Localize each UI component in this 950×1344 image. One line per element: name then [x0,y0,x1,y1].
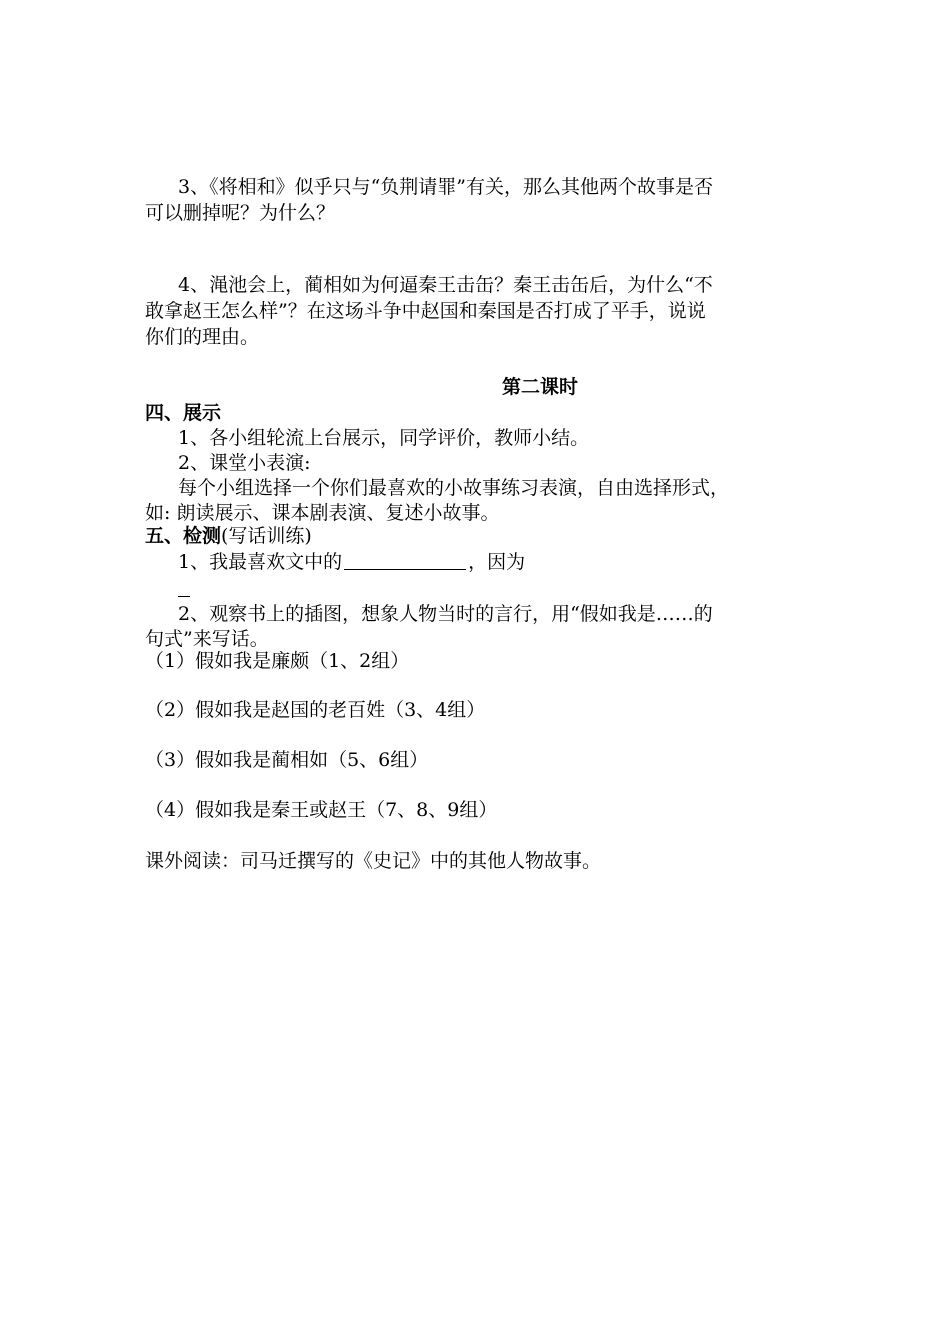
question-4-line-2: 敢拿赵王怎么样”？在这场斗争中赵国和秦国是否打成了平手，说说 [145,300,706,322]
question-4-line-3: 你们的理由。 [145,326,260,348]
section-5-item-2-line-2: 句式”来写话。 [145,628,269,650]
section-4-item-1: 1、各小组轮流上台展示，同学评价，教师小结。 [178,427,590,449]
sub-item-2: （2）假如我是赵国的老百姓（3、4组） [145,699,486,721]
section-5-heading-note: (写话训练) [221,525,312,547]
extra-reading: 课外阅读：司马迁撰写的《史记》中的其他人物故事。 [145,850,602,872]
section-5-item-1-suffix: ，因为 [468,551,526,573]
section-5-item-1 [178,549,525,575]
section-4-item-2-line-1: 每个小组选择一个你们最喜欢的小故事练习表演，自由选择形式， [178,477,730,499]
section-5-item-1-prefix: 1、我最喜欢文中的 [178,551,343,573]
sub-item-4: （4）假如我是秦王或赵王（7、8、9组） [145,799,498,821]
question-3-line-2: 可以删掉呢？为什么？ [145,202,336,224]
section-5-item-2-line-1: 2、观察书上的插图，想象人物当时的言行，用“假如我是……的 [178,603,713,625]
fill-in-blank[interactable] [344,550,466,570]
question-3-line-1: 3、《将相和》似乎只与“负荆请罪”有关，那么其他两个故事是否 [178,176,714,198]
section-5-heading: 五、检测 [145,525,222,547]
fill-in-blank-continuation [178,596,190,597]
section-4-heading: 四、展示 [145,402,222,424]
section-4-item-2: 2、课堂小表演: [178,452,311,474]
section-4-item-2-line-2: 如: 朗读展示、课本剧表演、复述小故事。 [145,502,500,524]
section-5-header [145,523,312,549]
sub-item-1: （1）假如我是廉颇（1、2组） [145,650,410,672]
question-4-line-1: 4、渑池会上，蔺相如为何逼秦王击缶？秦王击缶后，为什么“不 [178,274,713,296]
lesson-2-title: 第二课时 [501,376,578,398]
sub-item-3: （3）假如我是蔺相如（5、6组） [145,749,429,771]
